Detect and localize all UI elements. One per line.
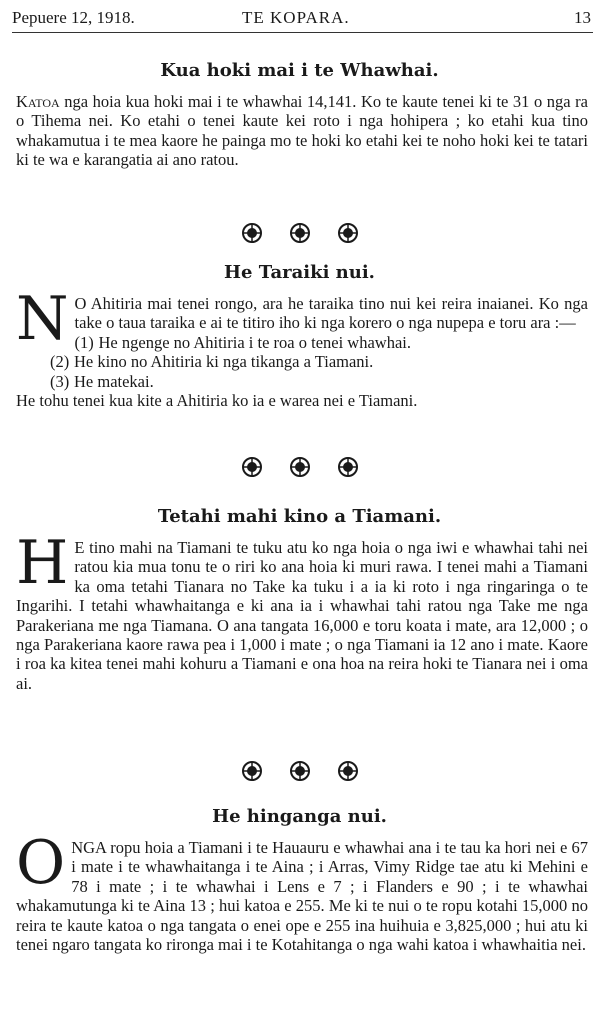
flower-ornament-icon (289, 760, 311, 782)
flower-ornament-icon (289, 456, 311, 478)
article-3-text: E tino mahi na Tiamani te tuku atu ko nga hoia o nga iwi e whawhai tahi nei ratou kia mua tonu te o riri ko ana hoia ki muri rawa. I tenei mahi a Tiamani ka oma tetahi Tianara no Take ka tuku i a ia ki roto i nga ringaringa o te Ingarihi. I tetahi whawhaitanga e ki ana ia i whawhai tahi ratou nga Take me nga Parakeriana me nga Tiamana. O ana tangata 16,000 e toru koata i mate, ara 12,000 ; o nga Parakeriana kaore rawa pea i 1,000 i mate ; o nga Tiamani ia 12 ano i mate. Kaore i roa ka kitea tenei mahi kohuru a Tiamani e ona hoa na reira hoki te Tianara nei i oma ai. (16, 538, 588, 693)
article-4-text: NGA ropu hoia a Tiamani i te Hauauru e whawhai ana i te tau ka hori nei e 67 i mate i te whawhaitanga i te Aina ; i Arras, Vimy Ridge tae atu ki Mehini e 78 i mate ; i te whawhai i Lens e 7 ; i Flanders e 90 ; i te whawhai whakamutunga ki te Aina 13 ; hui katoa e 255. Me ki te nui o te ropu kotahi 15,000 no reira te kaute katoa o nga tangata o enei ope e 255 ina huihuia e 3,825,000 ; hui atu ki tenei ngaro tangata ko rironga mai i te Kotahitanga o nga wahi katoa i whawhaitia nei. (16, 838, 588, 955)
ornament-divider-1 (0, 222, 599, 244)
publication-title: TE KOPARA. (242, 8, 350, 27)
flower-ornament-icon (337, 222, 359, 244)
ornament-divider-3 (0, 760, 599, 782)
article-2-body (16, 284, 588, 411)
flower-ornament-icon (241, 222, 263, 244)
list-item: (1) He ngenge no Ahitiria i te roa o tenei whawhai. (74, 332, 411, 352)
article-2-dropcap: N (16, 284, 69, 354)
running-head (12, 6, 593, 33)
flower-ornament-icon (337, 760, 359, 782)
flower-ornament-icon (289, 222, 311, 244)
page-number: 13 (574, 8, 591, 27)
article-4-dropcap: O (16, 828, 66, 898)
ornament-divider-2 (0, 456, 599, 478)
article-1-title: Kua hoki mai i te Whawhai. (160, 60, 439, 81)
article-4-body (16, 828, 588, 955)
list-item: (3) He matekai. (50, 371, 154, 391)
article-2-closing: He tohu tenei kua kite a Ahitiria ko ia e warea nei e Tiamani. (16, 391, 418, 411)
article-1-text: nga hoia kua hoki mai i te whawhai 14,141. Ko te kaute tenei ki te 31 o nga ra o Tihema nei. Ko etahi o tenei kaute kei roto i nga hohipera ; ko etahi kua tino whakamutua i te mea kaore he painga mo te hoki ko etahi kei te noho hoki kei te tatari ki te wa e karangatia ai ano ratou. (16, 92, 588, 170)
issue-date: Pepuere 12, 1918. (12, 8, 135, 27)
flower-ornament-icon (337, 456, 359, 478)
article-1-body (16, 92, 588, 170)
flower-ornament-icon (241, 760, 263, 782)
article-1-lead-word: Katoa (16, 92, 60, 111)
article-2-title: He Taraiki nui. (224, 262, 375, 283)
article-2-text: O Ahitiria mai tenei rongo, ara he taraika tino nui kei reira inaianei. Ko nga take o taua taraika e ai te titiro iho ki nga korero o nga nupepa e toru ara :— (74, 294, 588, 333)
article-4-title: He hinganga nui. (212, 806, 387, 827)
article-3-body (16, 528, 588, 693)
article-3-dropcap: H (16, 528, 69, 598)
list-item: (2) He kino no Ahitiria ki nga tikanga a Tiamani. (50, 352, 374, 372)
article-2-list (16, 333, 588, 391)
flower-ornament-icon (241, 456, 263, 478)
article-3-title: Tetahi mahi kino a Tiamani. (157, 506, 442, 527)
